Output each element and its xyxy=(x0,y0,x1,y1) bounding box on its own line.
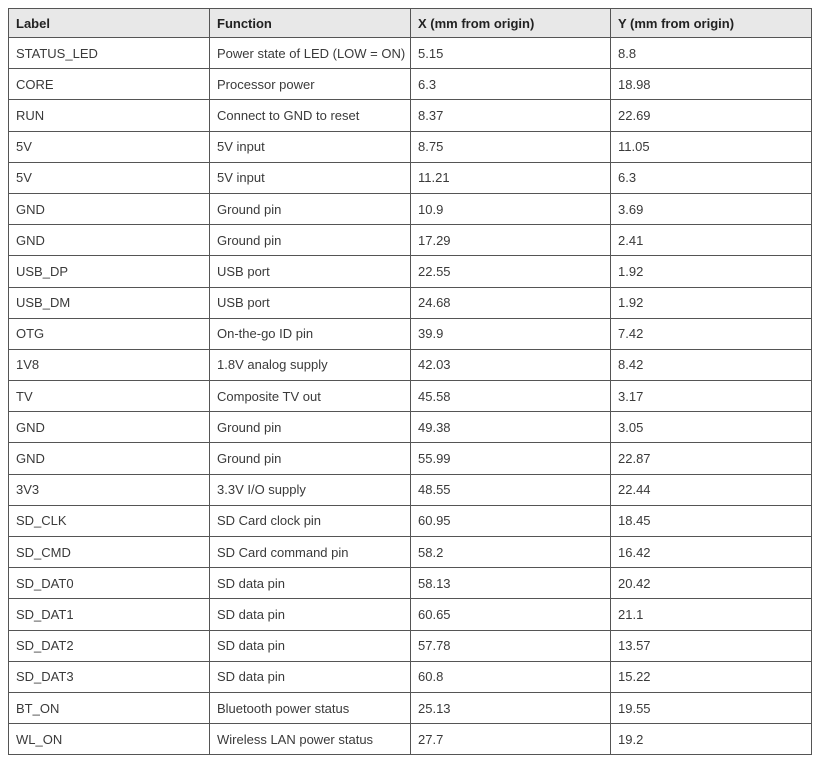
cell-y: 22.44 xyxy=(611,474,812,505)
cell-y: 18.98 xyxy=(611,69,812,100)
cell-function: Ground pin xyxy=(210,412,411,443)
cell-y: 18.45 xyxy=(611,505,812,536)
cell-y: 7.42 xyxy=(611,318,812,349)
cell-function: Wireless LAN power status xyxy=(210,724,411,755)
cell-label: CORE xyxy=(9,69,210,100)
cell-function: SD Card clock pin xyxy=(210,505,411,536)
pinout-table xyxy=(8,8,812,755)
cell-function: 5V input xyxy=(210,131,411,162)
cell-y: 19.2 xyxy=(611,724,812,755)
cell-x: 39.9 xyxy=(411,318,611,349)
cell-y: 3.17 xyxy=(611,381,812,412)
cell-label: GND xyxy=(9,193,210,224)
cell-x: 6.3 xyxy=(411,69,611,100)
table-row xyxy=(9,412,812,443)
table-row xyxy=(9,505,812,536)
cell-x: 55.99 xyxy=(411,443,611,474)
cell-label: SD_DAT3 xyxy=(9,661,210,692)
cell-y: 3.05 xyxy=(611,412,812,443)
cell-x: 60.95 xyxy=(411,505,611,536)
cell-label: 3V3 xyxy=(9,474,210,505)
table-row xyxy=(9,568,812,599)
cell-x: 42.03 xyxy=(411,349,611,380)
header-function: Function xyxy=(210,9,411,38)
header-label: Label xyxy=(9,9,210,38)
cell-y: 20.42 xyxy=(611,568,812,599)
cell-label: RUN xyxy=(9,100,210,131)
table-row xyxy=(9,256,812,287)
cell-label: OTG xyxy=(9,318,210,349)
cell-y: 1.92 xyxy=(611,256,812,287)
cell-label: 5V xyxy=(9,131,210,162)
cell-function: Processor power xyxy=(210,69,411,100)
table-row xyxy=(9,100,812,131)
cell-y: 6.3 xyxy=(611,162,812,193)
cell-label: SD_DAT0 xyxy=(9,568,210,599)
cell-function: Ground pin xyxy=(210,225,411,256)
table-row xyxy=(9,474,812,505)
cell-label: TV xyxy=(9,381,210,412)
table-row xyxy=(9,193,812,224)
table-row xyxy=(9,38,812,69)
cell-function: 5V input xyxy=(210,162,411,193)
cell-y: 1.92 xyxy=(611,287,812,318)
cell-label: SD_DAT2 xyxy=(9,630,210,661)
cell-y: 11.05 xyxy=(611,131,812,162)
cell-function: 1.8V analog supply xyxy=(210,349,411,380)
cell-function: Bluetooth power status xyxy=(210,692,411,723)
cell-function: USB port xyxy=(210,256,411,287)
cell-function: SD Card command pin xyxy=(210,537,411,568)
cell-x: 22.55 xyxy=(411,256,611,287)
cell-x: 48.55 xyxy=(411,474,611,505)
table-row xyxy=(9,599,812,630)
table-row xyxy=(9,131,812,162)
cell-y: 8.42 xyxy=(611,349,812,380)
cell-x: 58.2 xyxy=(411,537,611,568)
cell-y: 22.87 xyxy=(611,443,812,474)
table-row xyxy=(9,349,812,380)
cell-x: 8.37 xyxy=(411,100,611,131)
cell-function: Connect to GND to reset xyxy=(210,100,411,131)
table-row xyxy=(9,443,812,474)
cell-y: 15.22 xyxy=(611,661,812,692)
table-row xyxy=(9,225,812,256)
cell-x: 11.21 xyxy=(411,162,611,193)
cell-y: 19.55 xyxy=(611,692,812,723)
cell-y: 22.69 xyxy=(611,100,812,131)
cell-label: WL_ON xyxy=(9,724,210,755)
cell-x: 5.15 xyxy=(411,38,611,69)
cell-function: USB port xyxy=(210,287,411,318)
cell-x: 60.8 xyxy=(411,661,611,692)
cell-function: On-the-go ID pin xyxy=(210,318,411,349)
header-y: Y (mm from origin) xyxy=(611,9,812,38)
cell-y: 13.57 xyxy=(611,630,812,661)
cell-x: 27.7 xyxy=(411,724,611,755)
table-row xyxy=(9,318,812,349)
cell-x: 60.65 xyxy=(411,599,611,630)
cell-function: Power state of LED (LOW = ON) xyxy=(210,38,411,69)
cell-label: 1V8 xyxy=(9,349,210,380)
cell-function: 3.3V I/O supply xyxy=(210,474,411,505)
cell-label: SD_CLK xyxy=(9,505,210,536)
cell-x: 49.38 xyxy=(411,412,611,443)
cell-function: Ground pin xyxy=(210,193,411,224)
cell-x: 25.13 xyxy=(411,692,611,723)
cell-function: Composite TV out xyxy=(210,381,411,412)
cell-function: SD data pin xyxy=(210,599,411,630)
table-body xyxy=(9,38,812,755)
cell-y: 21.1 xyxy=(611,599,812,630)
table-row xyxy=(9,724,812,755)
cell-label: USB_DM xyxy=(9,287,210,318)
cell-label: SD_CMD xyxy=(9,537,210,568)
cell-x: 45.58 xyxy=(411,381,611,412)
table-row xyxy=(9,381,812,412)
table-row xyxy=(9,692,812,723)
cell-y: 2.41 xyxy=(611,225,812,256)
cell-y: 8.8 xyxy=(611,38,812,69)
table-row xyxy=(9,162,812,193)
cell-label: SD_DAT1 xyxy=(9,599,210,630)
cell-label: USB_DP xyxy=(9,256,210,287)
cell-y: 3.69 xyxy=(611,193,812,224)
cell-x: 8.75 xyxy=(411,131,611,162)
cell-function: Ground pin xyxy=(210,443,411,474)
cell-x: 10.9 xyxy=(411,193,611,224)
header-row xyxy=(9,9,812,38)
cell-y: 16.42 xyxy=(611,537,812,568)
cell-label: GND xyxy=(9,225,210,256)
cell-x: 57.78 xyxy=(411,630,611,661)
header-x: X (mm from origin) xyxy=(411,9,611,38)
table-row xyxy=(9,69,812,100)
cell-label: 5V xyxy=(9,162,210,193)
table-row xyxy=(9,287,812,318)
cell-x: 17.29 xyxy=(411,225,611,256)
cell-label: BT_ON xyxy=(9,692,210,723)
cell-function: SD data pin xyxy=(210,630,411,661)
table-row xyxy=(9,661,812,692)
pinout-table-container xyxy=(8,8,811,755)
cell-x: 58.13 xyxy=(411,568,611,599)
table-header xyxy=(9,9,812,38)
cell-function: SD data pin xyxy=(210,661,411,692)
cell-label: GND xyxy=(9,443,210,474)
cell-function: SD data pin xyxy=(210,568,411,599)
table-row xyxy=(9,630,812,661)
table-row xyxy=(9,537,812,568)
cell-x: 24.68 xyxy=(411,287,611,318)
cell-label: GND xyxy=(9,412,210,443)
cell-label: STATUS_LED xyxy=(9,38,210,69)
